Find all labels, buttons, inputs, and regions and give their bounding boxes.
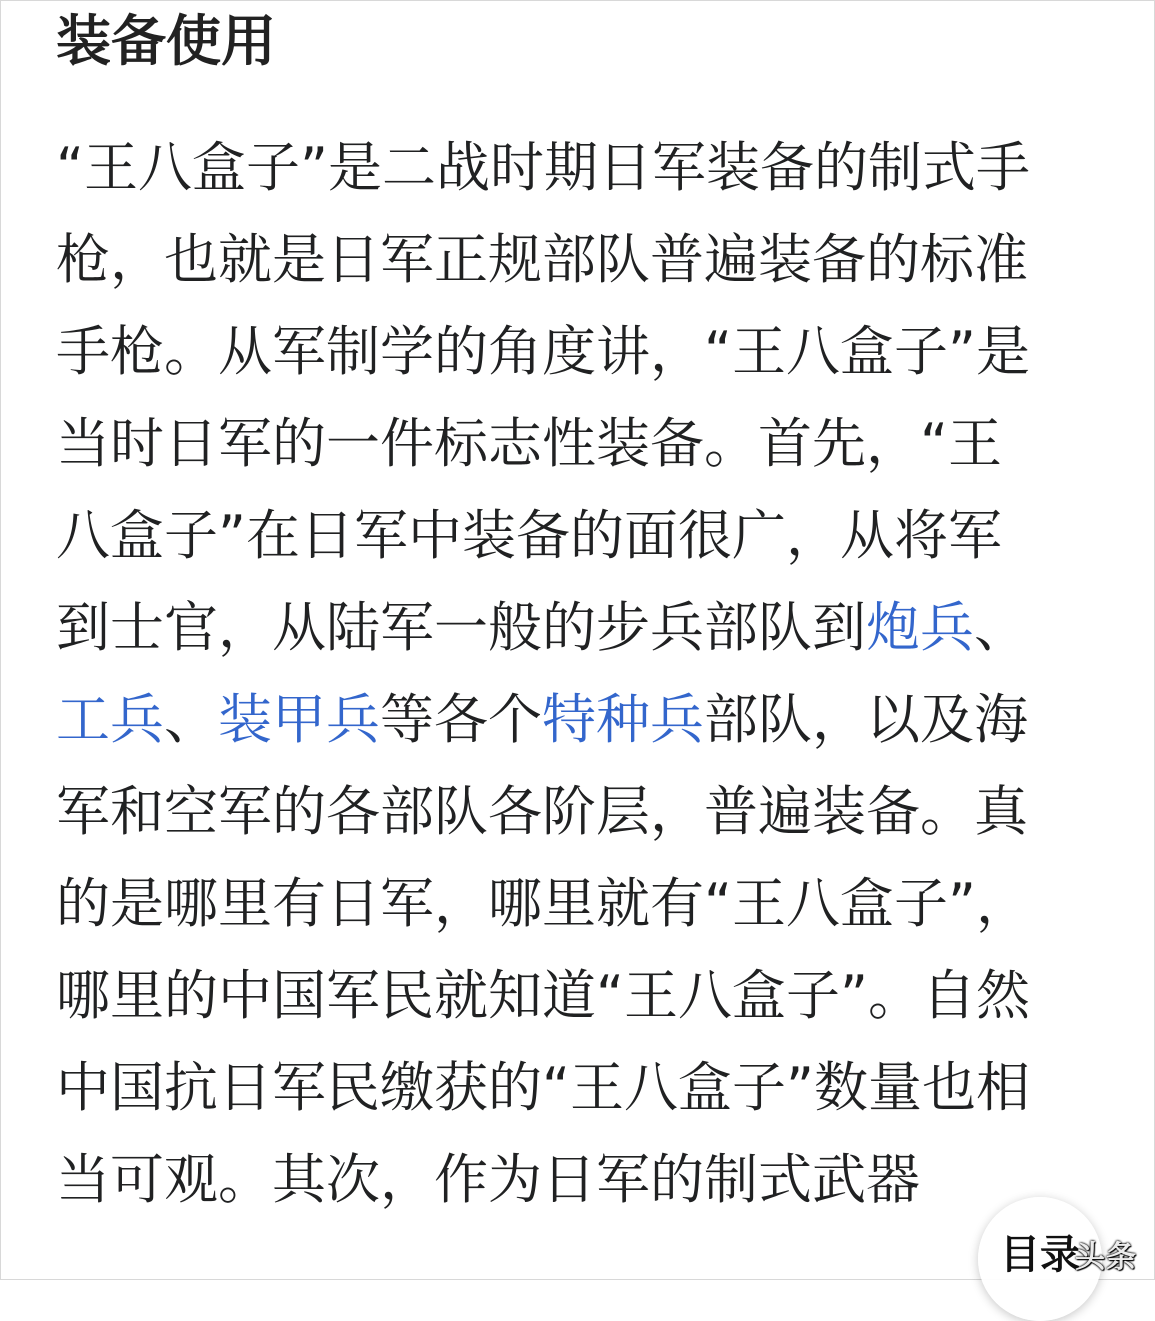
paragraph-line: [56, 122, 1106, 214]
paragraph-text: 、: [974, 596, 1028, 659]
paragraph-text: 当可观。其次，作为日军的制式武器: [56, 1148, 920, 1211]
paragraph-text: 军和空军的各部队各阶层，普遍装备。真: [56, 780, 1028, 843]
paragraph-line: [56, 674, 1106, 766]
paragraph-text: 等各个: [380, 688, 542, 751]
paragraph-text: 当时日军的一件标志性装备。首先，“王: [56, 412, 1002, 475]
paragraph-line: [56, 214, 1106, 306]
section-heading: 装备使用: [56, 9, 277, 73]
paragraph-line: [56, 306, 1106, 398]
paragraph-text: 中国抗日军民缴获的“王八盒子”数量也相: [56, 1056, 1030, 1119]
paragraph-line: [56, 950, 1106, 1042]
paragraph-line: [56, 766, 1106, 858]
article-link[interactable]: 工兵: [56, 688, 164, 751]
paragraph-line: [56, 1134, 1106, 1226]
paragraph-text: 、: [164, 688, 218, 751]
article-link[interactable]: 炮兵: [866, 596, 974, 659]
paragraph-text: 部队，以及海: [704, 688, 1028, 751]
paragraph-line: [56, 858, 1106, 950]
paragraph-line: [56, 582, 1106, 674]
paragraph-line: [56, 398, 1106, 490]
paragraph-text: 枪，也就是日军正规部队普遍装备的标准: [56, 228, 1028, 291]
paragraph-line: [56, 1042, 1106, 1134]
paragraph-text: 哪里的中国军民就知道“王八盒子”。自然: [56, 964, 1030, 1027]
toc-button-label: 目录: [1000, 1232, 1080, 1278]
paragraph-line: [56, 490, 1106, 582]
article-paragraph: [56, 122, 1106, 1226]
paragraph-text: 八盒子”在日军中装备的面很广，从将军: [56, 504, 1002, 567]
paragraph-text: 到士官，从陆军一般的步兵部队到: [56, 596, 866, 659]
paragraph-text: 的是哪里有日军，哪里就有“王八盒子”，: [56, 872, 1030, 935]
article-link[interactable]: 装甲兵: [218, 688, 380, 751]
article-link[interactable]: 特种兵: [542, 688, 704, 751]
watermark: 头条: [1075, 1240, 1137, 1275]
paragraph-text: “王八盒子”是二战时期日军装备的制式手: [56, 136, 1030, 199]
paragraph-text: 手枪。从军制学的角度讲，“王八盒子”是: [56, 320, 1030, 383]
